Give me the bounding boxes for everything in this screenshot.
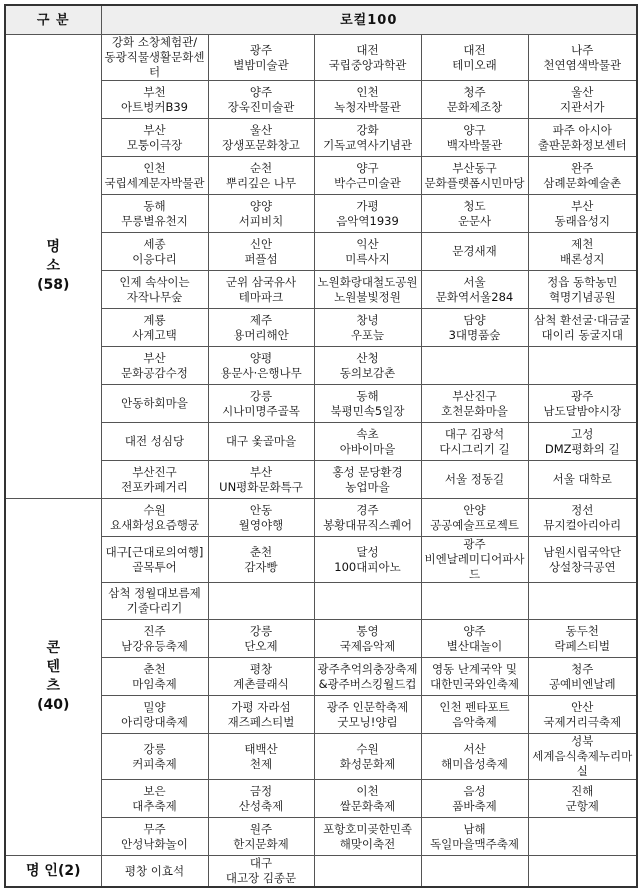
cell-text: 부천 아트벙커B39 [121, 84, 188, 114]
cell-text: 부산진구 호천문화마을 [441, 388, 508, 418]
table-cell [528, 271, 637, 309]
table-cell [208, 780, 314, 818]
table-cell [101, 347, 208, 385]
table-cell [528, 818, 637, 856]
table-cell [421, 461, 528, 499]
cell-text: 이천 쌀문화축제 [339, 783, 396, 813]
cell-text: 대구[근대로의여행] 골목투어 [105, 544, 204, 574]
cell-text: 문경새재 [452, 244, 497, 258]
cell-text: 강화 소창체험관/ 동광직물생활문화센터 [104, 35, 205, 79]
cell-text: 인제 속삭이는 자작나무숲 [119, 274, 190, 304]
cell-text: 안동하회마을 [121, 396, 188, 410]
cell-text: 안산 국제거리극축제 [543, 699, 622, 729]
cell-text: 광주 인문학축제 굿모닝!양림 [326, 699, 409, 729]
cell-text: 평창 계촌클래식 [233, 661, 289, 691]
table-row [5, 499, 637, 537]
table-cell [528, 734, 637, 780]
cell-text: 통영 국제음악제 [339, 623, 396, 653]
table-cell [421, 583, 528, 620]
cell-text: 울산 장생포문화창고 [222, 122, 300, 152]
cell-text: 대구 대고장 김종문 [225, 856, 297, 885]
table-cell [101, 157, 208, 195]
cell-text: 정읍 동학농민 혁명기념공원 [547, 274, 618, 304]
table-cell [208, 696, 314, 734]
cell-text: 서울 대학로 [552, 472, 612, 486]
table-cell [528, 583, 637, 620]
cell-text: 안동 월영야행 [238, 502, 284, 532]
table-cell [421, 780, 528, 818]
table-cell [208, 385, 314, 423]
table-cell [314, 233, 421, 271]
cell-text: 영동 난계국악 및 대한민국와인축제 [430, 661, 519, 691]
table-cell [314, 461, 421, 499]
cell-text: 울산 지관서가 [560, 84, 605, 114]
cell-text: 동해 무릉별유천지 [121, 198, 188, 228]
table-cell [314, 271, 421, 309]
table-cell [314, 119, 421, 157]
table-cell [208, 583, 314, 620]
table-cell [101, 658, 208, 696]
cell-text: 보은 대추축제 [132, 783, 177, 813]
cell-text: 가평 자라섬 재즈페스티벌 [227, 699, 295, 729]
table-cell [101, 81, 208, 119]
cell-text: 서산 해미읍성축제 [441, 741, 508, 771]
cell-text: 성북 세계음식축제누리마실 [532, 734, 633, 778]
cell-text: 홍성 문당환경 농업마을 [332, 464, 403, 494]
cell-text: 대구 옻골마을 [225, 434, 297, 448]
table-cell [528, 157, 637, 195]
cell-text: 산청 동의보감촌 [339, 350, 396, 380]
table-cell [208, 734, 314, 780]
table-cell [208, 537, 314, 583]
table-cell [101, 119, 208, 157]
cell-text: 강릉 단오제 [244, 623, 278, 653]
cell-text: 남원시립국악단 상설창극공연 [543, 544, 622, 574]
cell-text: 남해 독일마을맥주축제 [430, 821, 519, 851]
cell-text: 경주 봉황대뮤직스퀘어 [323, 502, 412, 532]
cell-text: 대구 김광석 다시그리기 길 [439, 426, 510, 456]
header-category-label: 구 분 [5, 5, 101, 35]
cell-text: 제주 용머리해안 [233, 312, 289, 342]
cell-text: 강릉 시나미명주골목 [222, 388, 300, 418]
table-cell [528, 233, 637, 271]
table-cell [101, 271, 208, 309]
cell-text: 담양 3대명품숲 [448, 312, 501, 342]
table-cell [208, 620, 314, 658]
table-cell [208, 35, 314, 81]
cell-text: 인천 녹청자박물관 [334, 84, 401, 114]
header-row [5, 5, 637, 35]
table-cell [421, 157, 528, 195]
table-cell [208, 271, 314, 309]
table-row [5, 35, 637, 81]
table-cell [314, 696, 421, 734]
table-cell [528, 81, 637, 119]
table-cell [101, 35, 208, 81]
cell-text: 고성 DMZ평화의 길 [544, 426, 620, 456]
cell-text: 수원 화성문화제 [339, 741, 396, 771]
table-cell [421, 233, 528, 271]
local100-table [4, 4, 638, 888]
cell-text: 부산동구 문화플랫폼시민마당 [424, 160, 525, 190]
table-cell [208, 347, 314, 385]
cell-text: 부산 UN평화문화특구 [219, 464, 303, 494]
table-cell [314, 734, 421, 780]
table-cell [421, 499, 528, 537]
table-cell [208, 119, 314, 157]
cell-text: 광주추억의충장축제 &광주버스킹월드컵 [317, 661, 418, 691]
table-cell [208, 309, 314, 347]
cell-text: 부산진구 전포카페거리 [121, 464, 188, 494]
table-cell [421, 696, 528, 734]
table-cell [101, 583, 208, 620]
cell-text: 순천 뿌리깊은 나무 [225, 160, 297, 190]
cell-text: 양주 장욱진미술관 [227, 84, 295, 114]
cell-text: 무주 안성낙화놀이 [121, 821, 188, 851]
section-label-text: 콘 텐 츠 (40) [37, 640, 70, 713]
table-cell [314, 309, 421, 347]
table-cell [314, 157, 421, 195]
cell-text: 대전 테미오래 [452, 42, 497, 72]
table-cell [101, 856, 208, 888]
table-cell [421, 81, 528, 119]
table-cell [528, 195, 637, 233]
table-cell [314, 35, 421, 81]
table-cell [528, 620, 637, 658]
cell-text: 익산 미륵사지 [345, 236, 390, 266]
table-cell [208, 818, 314, 856]
table-cell [421, 856, 528, 888]
table-cell [101, 696, 208, 734]
cell-text: 밀양 아리랑대축제 [121, 699, 188, 729]
table-cell [421, 195, 528, 233]
table-cell [314, 818, 421, 856]
cell-text: 평창 이효석 [124, 863, 185, 878]
cell-text: 부산 문화공감수정 [121, 350, 188, 380]
table-cell [101, 499, 208, 537]
table-cell [528, 780, 637, 818]
cell-text: 부산 모퉁이극장 [126, 122, 183, 152]
cell-text: 포항호미곶한민족 해맞이축전 [323, 821, 412, 851]
table-cell [314, 856, 421, 888]
cell-text: 태백산 천제 [244, 741, 278, 771]
table-cell [314, 385, 421, 423]
cell-text: 제천 배론성지 [560, 236, 605, 266]
table-cell [421, 119, 528, 157]
cell-text: 양양 서피비치 [238, 198, 284, 228]
cell-text: 춘천 마임축제 [132, 661, 177, 691]
table-cell [101, 461, 208, 499]
table-cell [421, 347, 528, 385]
table-cell [314, 195, 421, 233]
table-cell [101, 423, 208, 461]
cell-text: 광주 별밤미술관 [233, 42, 289, 72]
cell-text: 계룡 사계고택 [132, 312, 177, 342]
table-cell [208, 499, 314, 537]
table-cell [208, 461, 314, 499]
cell-text: 파주 아시아 출판문화정보센터 [537, 122, 627, 152]
table-cell [528, 461, 637, 499]
table-cell [101, 780, 208, 818]
cell-text: 서울 문화역서울284 [435, 274, 514, 304]
cell-text: 청주 공예비엔날레 [548, 661, 616, 691]
table-cell [101, 620, 208, 658]
table-cell [421, 658, 528, 696]
table-row [5, 856, 637, 888]
table-cell [101, 385, 208, 423]
cell-text: 노원화랑대철도공원 노원불빛정원 [317, 274, 418, 304]
cell-text: 동두천 락페스티벌 [554, 623, 611, 653]
table-cell [528, 35, 637, 81]
table-cell [528, 499, 637, 537]
cell-text: 삼척 환선굴·대금굴 대이리 동굴지대 [534, 312, 631, 342]
cell-text: 정선 뮤지컬아리아리 [543, 502, 622, 532]
cell-text: 삼척 정월대보름제 기줄다리기 [108, 586, 201, 615]
section-label-text: 명 소 (58) [37, 239, 70, 293]
table-cell [101, 734, 208, 780]
table-cell [528, 119, 637, 157]
table-cell [208, 81, 314, 119]
table-cell [101, 309, 208, 347]
table-cell [314, 658, 421, 696]
table-cell [208, 195, 314, 233]
section-label [5, 856, 101, 888]
cell-text: 진해 군항제 [565, 783, 599, 813]
table-cell [528, 385, 637, 423]
table-cell [314, 620, 421, 658]
cell-text: 안양 공공예술프로젝트 [430, 502, 519, 532]
cell-text: 세종 이응다리 [132, 236, 177, 266]
table-cell [314, 423, 421, 461]
table-cell [528, 658, 637, 696]
table-cell [528, 309, 637, 347]
table-cell [101, 233, 208, 271]
section-label [5, 499, 101, 856]
cell-text: 인천 펜타포트 음악축제 [439, 699, 510, 729]
table-cell [314, 499, 421, 537]
cell-text: 나주 천연염색박물관 [543, 42, 622, 72]
table-cell [528, 347, 637, 385]
table-cell [528, 537, 637, 583]
table-cell [314, 537, 421, 583]
table-cell [101, 818, 208, 856]
cell-text: 강릉 커피축제 [132, 741, 177, 771]
table-cell [421, 35, 528, 81]
table-cell [208, 157, 314, 195]
table-cell [421, 423, 528, 461]
table-cell [421, 309, 528, 347]
cell-text: 강화 기독교역사기념관 [323, 122, 412, 152]
cell-text: 진주 남강유등축제 [121, 623, 188, 653]
cell-text: 대전 국립중앙과학관 [328, 42, 407, 72]
cell-text: 수원 요새화성요즘행궁 [110, 502, 199, 532]
table-cell [528, 423, 637, 461]
cell-text: 춘천 감자빵 [244, 544, 278, 574]
table-cell [208, 658, 314, 696]
table-cell [528, 856, 637, 888]
cell-text: 달성 100대피아노 [334, 544, 401, 574]
cell-text: 원주 한지문화제 [233, 821, 289, 851]
table-cell [314, 81, 421, 119]
cell-text: 양주 별산대놀이 [446, 623, 503, 653]
table-cell [421, 537, 528, 583]
cell-text: 동해 북평민속5일장 [330, 388, 405, 418]
cell-text: 양평 용문사·은행나무 [220, 350, 302, 380]
table-body [5, 35, 637, 888]
table-cell [208, 856, 314, 888]
table-cell [208, 423, 314, 461]
cell-text: 신안 퍼플섬 [244, 236, 278, 266]
cell-text: 광주 남도달밤야시장 [543, 388, 622, 418]
cell-text: 양구 박수근미술관 [334, 160, 401, 190]
table-cell [101, 537, 208, 583]
table-cell [421, 385, 528, 423]
cell-text: 창녕 우포늪 [350, 312, 385, 342]
cell-text: 서울 정동길 [444, 472, 505, 486]
table-cell [314, 780, 421, 818]
cell-text: 광주 비엔날레미디어파사드 [424, 537, 525, 581]
cell-text: 인천 국립세계문자박물관 [104, 160, 205, 190]
cell-text: 청도 운문사 [457, 198, 492, 228]
table-cell [314, 583, 421, 620]
table-cell [101, 195, 208, 233]
table-cell [421, 271, 528, 309]
section-label-text: 명 인(2) [26, 862, 81, 879]
table-cell [208, 233, 314, 271]
table-cell [421, 620, 528, 658]
cell-text: 양구 백자박물관 [446, 122, 503, 152]
cell-text: 청주 문화제조창 [446, 84, 503, 114]
table-cell [528, 696, 637, 734]
header-title: 로컬100 [101, 5, 637, 35]
section-label [5, 35, 101, 499]
table-cell [314, 347, 421, 385]
cell-text: 완주 삼례문화예술촌 [543, 160, 622, 190]
cell-text: 금정 산성축제 [238, 783, 284, 813]
table-cell [421, 818, 528, 856]
cell-text: 대전 성심당 [124, 434, 185, 448]
table-cell [421, 734, 528, 780]
cell-text: 음성 품바축제 [452, 783, 497, 813]
cell-text: 가평 음악역1939 [336, 198, 399, 228]
cell-text: 부산 동래읍성지 [554, 198, 611, 228]
cell-text: 속초 아바이마을 [339, 426, 396, 456]
cell-text: 군위 삼국유사 테마파크 [225, 274, 297, 304]
